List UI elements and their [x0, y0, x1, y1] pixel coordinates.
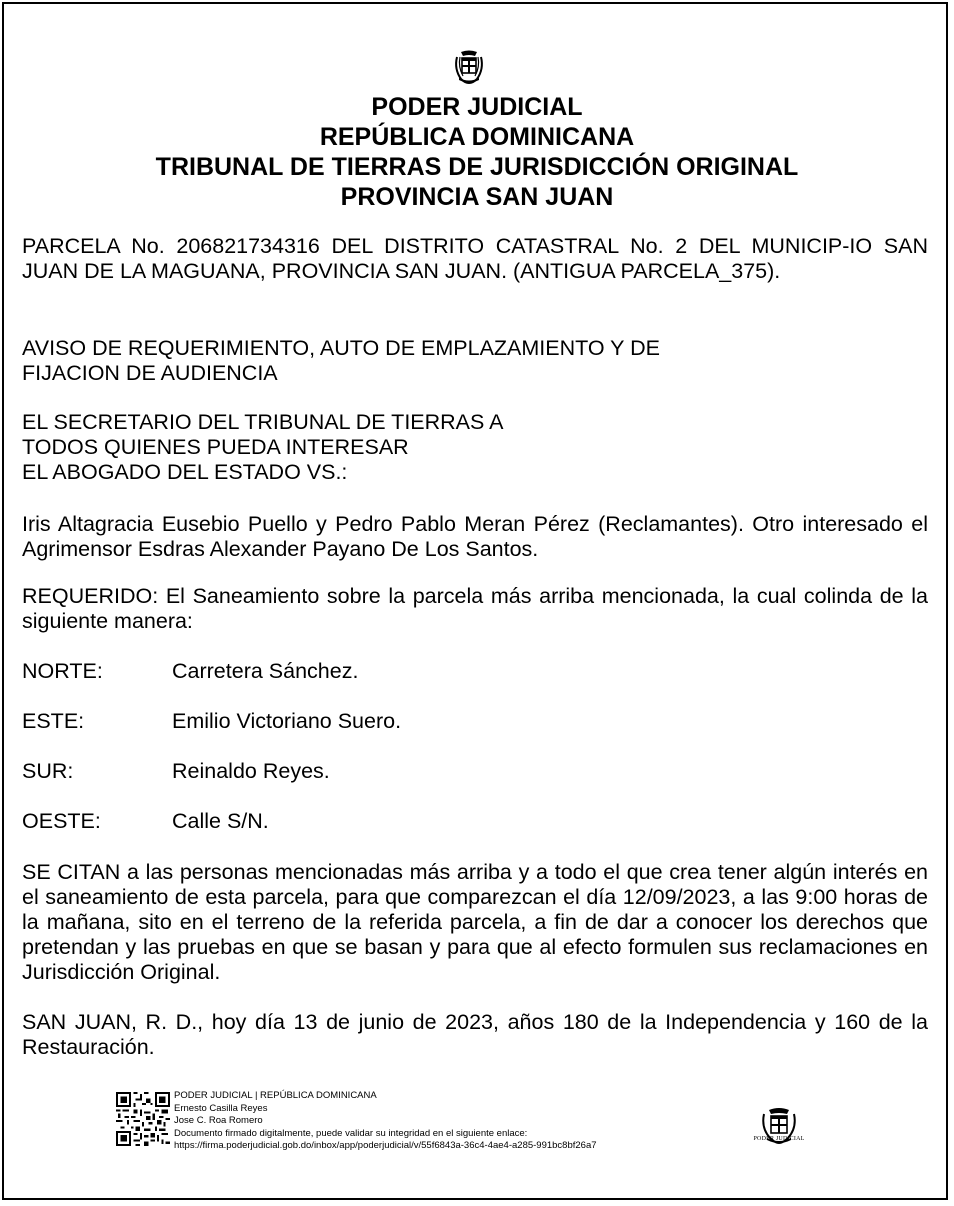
boundary-row [22, 759, 330, 784]
parcel-paragraph: PARCELA No. 206821734316 DEL DISTRITO CATASTRAL No. 2 DEL MUNICIP-IO SAN JUAN DE LA MAGUANA, PROVINCIA SAN JUAN. (ANTIGUA PARCELA_375). [22, 234, 928, 283]
header-line-4: PROVINCIA SAN JUAN [340, 183, 614, 211]
notice-line-1: AVISO DE REQUERIMIENTO, AUTO DE EMPLAZAMIENTO Y DE [22, 336, 660, 360]
boundary-value: Emilio Victoriano Suero. [172, 709, 402, 733]
citation-paragraph: SE CITAN a las personas mencionadas más arriba y a todo el que crea tener algún interés en el saneamiento de esta parcela, para que comparezcan el día 12/09/2023, a las 9:00 horas de la mañana, sito en el terreno de la referida parcela, a fin de dar a conocer los derechos que pretendan y las pruebas en que se basan y para que al efecto formulen sus reclamaciones en Jurisdicción Original. [22, 860, 928, 984]
boundary-label: NORTE: [22, 659, 103, 683]
digital-signature-footer [116, 1090, 836, 1170]
requested-paragraph: REQUERIDO: El Saneamiento sobre la parcela más arriba mencionada, la cual colinda de la siguiente manera: [22, 584, 928, 633]
poder-judicial-seal-icon [756, 1098, 802, 1154]
addressee-line-2: TODOS QUIENES PUEDA INTERESAR [22, 435, 409, 459]
boundary-label: OESTE: [22, 809, 101, 833]
boundary-row [22, 709, 401, 734]
notice-title [22, 336, 928, 386]
boundary-row [22, 809, 269, 834]
boundary-label: SUR: [22, 759, 74, 783]
addressee-line-1: EL SECRETARIO DEL TRIBUNAL DE TIERRAS A [22, 410, 504, 434]
header-line-3: TRIBUNAL DE TIERRAS DE JURISDICCIÓN ORIGINAL [155, 153, 799, 181]
parties-paragraph: Iris Altagracia Eusebio Puello y Pedro Pablo Meran Pérez (Reclamantes). Otro interesado el Agrimensor Esdras Alexander Payano De Los Santos. [22, 512, 928, 561]
document-frame [2, 2, 948, 1200]
boundary-value: Calle S/N. [172, 809, 269, 833]
validation-url[interactable]: https://firma.poderjudicial.gob.do/inbox/app/poderjudicial/v/55f6843a-36c4-4ae4-a285-991bc8bf26a7 [174, 1140, 597, 1151]
court-header [4, 92, 950, 212]
signer-name: Jose C. Roa Romero [174, 1115, 263, 1126]
dominican-coat-of-arms-icon [451, 49, 487, 85]
boundary-value: Reinaldo Reyes. [172, 759, 330, 783]
signature-details [174, 1090, 597, 1153]
header-line-1: PODER JUDICIAL [371, 93, 583, 121]
signer-name: Ernesto Casilla Reyes [174, 1102, 268, 1114]
boundary-label: ESTE: [22, 709, 85, 733]
addressee-block [22, 410, 928, 485]
notice-line-2: FIJACION DE AUDIENCIA [22, 361, 278, 385]
header-line-2: REPÚBLICA DOMINICANA [319, 123, 635, 151]
signature-org: PODER JUDICIAL | REPÚBLICA DOMINICANA [174, 1090, 377, 1101]
closing-paragraph: SAN JUAN, R. D., hoy día 13 de junio de 2023, años 180 de la Independencia y 160 de la Restauración. [22, 1010, 928, 1059]
validation-notice: Documento firmado digitalmente, puede validar su integridad en el siguiente enlace: [174, 1127, 528, 1139]
qr-code-icon[interactable] [116, 1092, 170, 1146]
boundary-value: Carretera Sánchez. [172, 659, 359, 683]
boundary-row [22, 659, 358, 684]
seal-label: PODER JUDICIAL [753, 1136, 805, 1142]
addressee-line-3: EL ABOGADO DEL ESTADO VS.: [22, 460, 348, 484]
